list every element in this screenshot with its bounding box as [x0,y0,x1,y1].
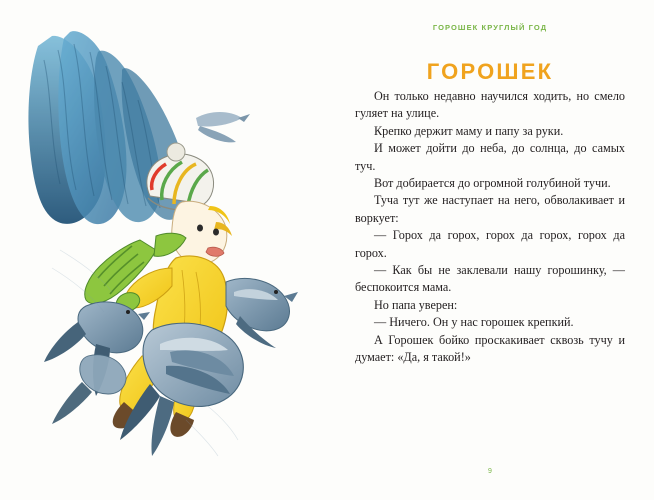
paragraph: Вот добирается до огромной голубиной тучи. [374,176,611,191]
paragraph: — Как бы не заклевали нашу горошинку, — беспокоится мама. [355,263,625,295]
page-number: 9 [488,468,492,475]
body-text [355,88,625,367]
text-column [355,0,625,500]
bird-top [196,112,250,142]
paragraph: Он только недавно научился ходить, но смело гуляет на улице. [355,89,625,121]
pigeon-small-left [52,355,126,424]
paragraph: — Горох да горох, горох да горох, горох да горох. [355,228,625,260]
running-head: ГОРОШЕК КРУГЛЫЙ ГОД [432,23,548,32]
page-title: ГОРОШЕК [426,58,554,84]
pigeon-right [226,278,298,348]
paragraph: И может дойти до неба, до солнца, до самых туч. [355,141,625,173]
paragraph: Туча тут же наступает на него, обволакивает и воркует: [355,193,625,225]
boy-face [172,201,232,264]
paragraph: Крепко держит маму и папу за руки. [374,123,564,138]
paragraph: — Ничего. Он у нас горошек крепкий. [374,315,574,330]
paragraph: Но папа уверен: [374,297,458,312]
paragraph: А Горошек бойко проскакивает сквозь тучу и думает: «Да, я такой!» [355,332,625,365]
